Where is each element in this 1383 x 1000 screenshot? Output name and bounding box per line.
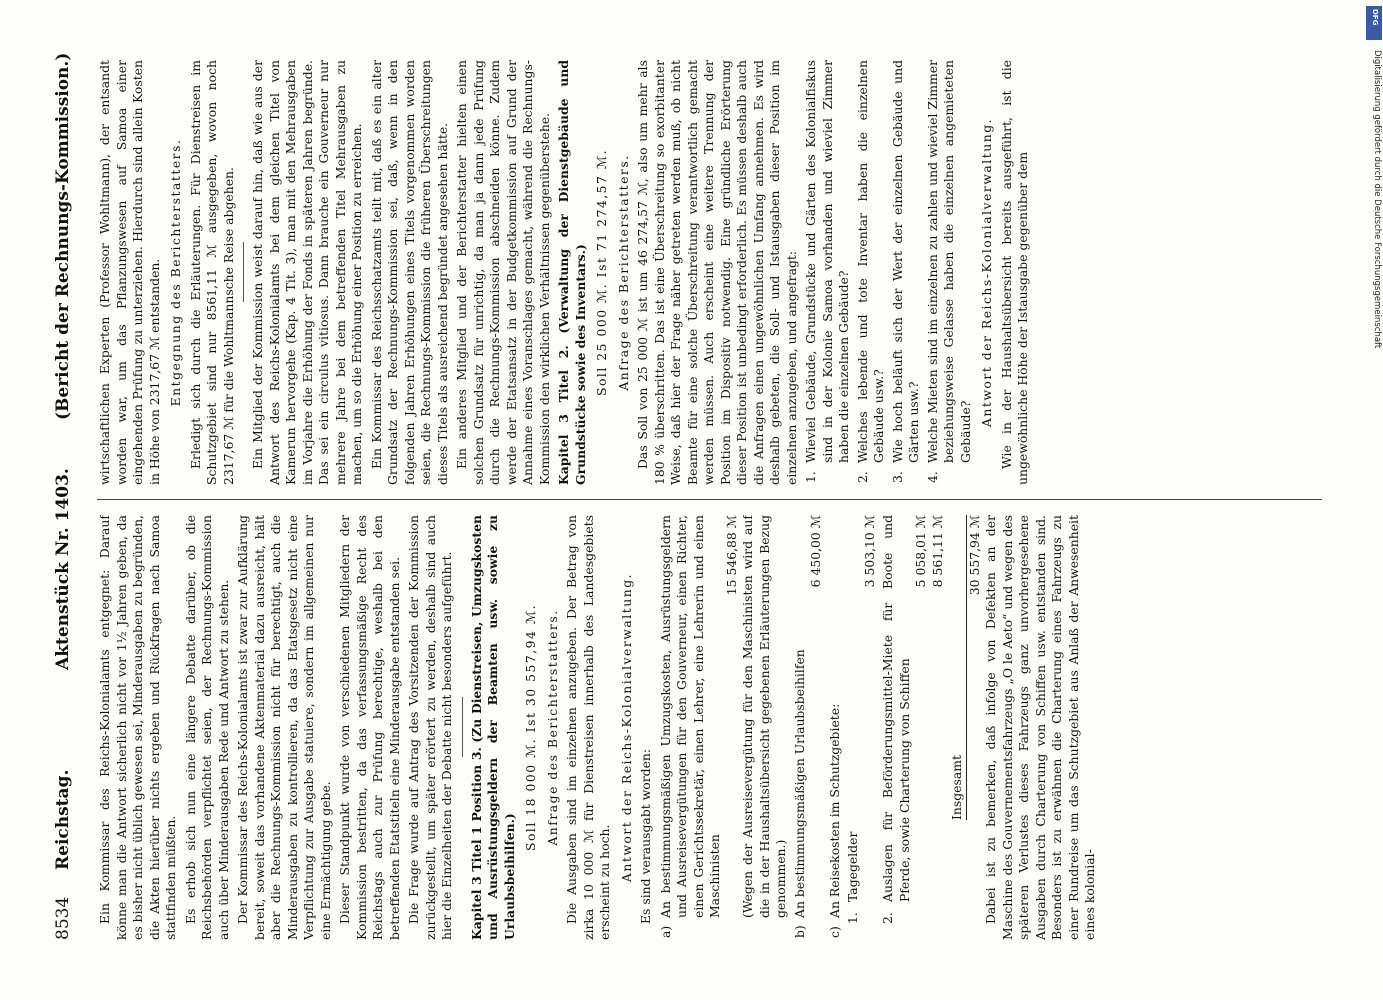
subheading: Antwort der Reichs-Kolonialverwaltung. (979, 117, 994, 428)
document-body (45, 52, 1335, 940)
section-separator (243, 243, 244, 303)
list-item: 2. Welches lebende und tote Inventar haben die einzelnen Gebäude usw.? (854, 60, 886, 483)
list-item: b) An bestimmungsmäßigen Urlaubsbeihilfen 6 450,00 ℳ (791, 515, 823, 938)
right-column (97, 60, 1327, 485)
paragraph: Erledigt sich durch die Erläuterungen. Für Dienstreisen im Schutzgebiet sind nur 8561,11 ℳ ausgegeben, wovon noch 2317,67 ℳ für die Wohltmannsche Reise abgehen. (187, 60, 236, 485)
paragraph: Dieser Standpunkt wurde von verschiedenen Mitgliedern der Kommission bestritten, da das verfassungsmäßige Recht des Reichstags auch zur Prüfung berechtige, weshalb bei den betreffenden Etatstiteln eine Minderausgabe entstanden sei. (337, 515, 402, 940)
paragraph: Dabei ist zu bemerken, daß infolge von Defekten an der Maschine des Gouvernementsfahrzeugs „O le Aeto“ und wegen des späteren Verlustes dieses Fahrzeugs ganz unvorhergesehene Ausgaben durch Charterung von Schiffen usw. entstanden sind. Besonders ist zu erwähnen die Charterung eines Fahrzeugs zu einer Rundreise um das Schutzgebiet aus Anlaß der Anwesenheit eines kolonial- (983, 515, 1097, 940)
left-column (97, 515, 1327, 940)
list-item: 1. Wieviel Gebäude, Grundstücke und Gärten des Kolonialfiskus sind in der Kolonie Samoa vorhanden und wieviel Zimmer haben die einzelnen Gebäude? (803, 60, 851, 483)
subheading: Entgegnung des Berichterstatters. (168, 138, 183, 407)
amount: 15 546,88 ℳ (723, 515, 739, 596)
list-item: 1. Tagegelder 3 503,10 ℳ (845, 515, 877, 924)
amount: 5 058,01 ℳ (913, 515, 928, 588)
page-number: 8534 (53, 896, 73, 940)
list-item: 3. Wie hoch beläuft sich der Wert der einzelnen Gebäude und Gärten usw.? (889, 60, 921, 483)
amount: 3 503,10 ℳ (861, 515, 877, 588)
soll-ist-line: Soll 18 000 ℳ. Ist 30 557,94 ℳ. (523, 603, 538, 852)
list-item: 2. Auslagen für Beförderungsmittel-Miete für Boote und Pferde, sowie Charterung von Schiffen 5 058,01 ℳ 8 561,11 ℳ (880, 515, 945, 924)
total-amount: 30 557,94 ℳ (966, 515, 984, 820)
section-heading: Kapitel 3 Titel 1 Position 3. (Zu Dienstreisen, Umzugskosten und Ausrüstungsgeldern der Beamten usw. sowie zu Urlaubsbeihilfen.) (468, 515, 517, 940)
header-subtitle: (Bericht der Rechnungs-Kommission.) (53, 52, 73, 420)
subheading: Anfrage des Berichterstatters. (544, 609, 560, 846)
paragraph: Ein Kommissar des Reichs-Kolonialamts entgegnet: Darauf könne man die Antwort sicherlich nicht vor 1½ Jahren geben, da es bisher nicht üblich gewesen sei, Minderausgaben zu begründen, die Akten hierüber nichts ergeben und Rückfragen nach Samoa stattfinden müßten. (97, 515, 178, 940)
paragraph: Der Kommissar des Reichs-Kolonialamts ist zwar zur Aufklärung bereit, soweit das vorhandene Aktenmaterial dazu ausreicht, hält aber die Rechnungs-Kommission nicht für berechtigt, auch die Minderausgaben zu kontrollieren, da das Etatsgesetz nicht eine Verpflichtung zur Ausgabe statuiere, sondern im allgemeinen nur eine Ermächtigung gebe. (235, 515, 333, 940)
paragraph: Es sind verausgabt worden: (638, 748, 653, 924)
soll-ist-line: Soll 25 000 ℳ. Ist 71 274,57 ℳ. (594, 148, 609, 397)
note: (Wegen der Ausreisevergütung für den Maschinisten wird auf die in der Haushaltsübersicht gegebenen Erläuterungen Bezug genommen.) (740, 515, 788, 918)
paragraph: Wie in der Haushaltsübersicht bereits ausgeführt, ist die ungewöhnliche Höhe der Istausgabe gegenüber dem (998, 60, 1030, 485)
section-separator (462, 698, 463, 758)
amount: 6 450,00 ℳ (808, 515, 823, 588)
header-reichstag: Reichstag. (53, 769, 73, 870)
list-item: a) An bestimmungsmäßigen Umzugskosten, Ausrüstungsgeldern und Ausreisevergütungen für den Gouverneur, einen Richter, einen Gerichtssekretär, einen Lehrer, eine Lehrerin und einen Maschinisten 15 546,88 ℳ (Wegen der Ausreisevergütung für den Maschinisten wird auf die in der Haushaltsübersicht gegebenen Erläuterungen Bezug genommen.) (657, 515, 788, 938)
list-item: 4. Welche Mieten sind im einzelnen zu zahlen und wieviel Zimmer beziehungsweise Gelasse haben die einzelnen angemieteten Gebäude? (924, 60, 973, 483)
paragraph: Ein Kommissar des Reichsschatzamts teilt mit, daß es ein alter Grundsatz der Rechnungs-Kommission sei, daß, wenn in den folgenden Jahren Erhöhungen eines Titels vorgenommen worden seien, die Rechnungs-Kommission die früheren Überschreitungen dieses Titels als ausreichend begründet angesehen hätte. (368, 60, 450, 485)
section-heading: Kapitel 3 Titel 2. (Verwaltung der Dienstgebäude und Grundstücke sowie des Inventars.) (556, 60, 588, 485)
subheading: Anfrage des Berichterstatters. (615, 154, 631, 391)
paragraph: Die Ausgaben sind im einzelnen anzugeben. Der Betrag von zirka 10 000 ℳ für Dienstreisen innerhalb des Landesgebiets erscheint zu hoch. (564, 515, 612, 940)
list-item: c) An Reisekosten im Schutzgebiete: (826, 703, 842, 938)
paragraph: Die Frage wurde auf Antrag des Vorsitzenden der Kommission zurückgestellt, um später erörtert zu werden, deshalb sind auch hier die Einzelheiten der Debatte nicht besonders aufgeführt. (406, 515, 454, 940)
funding-note-text: Digitalisierung gefördert durch die Deutsche Forschungsgemeinschaft (1372, 50, 1382, 349)
subtotal: 8 561,11 ℳ (929, 515, 945, 588)
dfg-logo: DFG (1366, 6, 1382, 40)
text-columns (97, 60, 1327, 940)
paragraph: Ein Mitglied der Kommission weist darauf hin, daß wie aus der Antwort des Reichs-Kolonialamts bei dem gleichen Titel von Kamerun hervorgehe (Kap. 4 Tit. 3), man mit den Mehrausgaben im Vorjahre die Erhöhung der Fonds in späteren Jahren begründe. Das sei ein circulus vitiosus. Dann brauche ein Gouverneur nur mehrere Jahre bei dem betreffenden Titel Mehrausgaben zu machen, um so die Erhöhung einer Position zu erreichen. (250, 60, 364, 485)
paragraph: Es erhob sich nun eine längere Debatte darüber, ob die Reichsbehörden verpflichtet seien, der Rechnungs-Kommission auch über Minderausgaben Rede und Antwort zu stehen. (182, 515, 231, 940)
header-document-title: Aktenstück Nr. 1403. (53, 468, 73, 670)
total-row (949, 515, 983, 940)
subheading: Antwort der Reichs-Kolonialverwaltung. (618, 572, 634, 883)
total-label: Insgesamt (949, 755, 964, 820)
paragraph: Das Soll von 25 000 ℳ ist um 46 274,57 ℳ, also um mehr als 180 % überschritten. Das ist eine Überschreitung so exorbitanter Weise, daß hier der Frage näher getreten werden muß, ob nicht Beamte für eine solche Überschreitung verantwortlich gemacht werden müssen. Auch erscheint eine weitere Trennung der Position im Dispositiv notwendig. Eine gründliche Erörterung dieser Position ist unbedingt erforderlich. Es müssen deshalb auch die Anfragen einen ungewöhnlichen Umfang annehmen. Es wird deshalb gebeten, die Soll- und Istausgaben dieser Position im einzelnen anzugeben, und angefragt: (635, 60, 799, 485)
running-header (45, 52, 85, 940)
paragraph: Ein anderes Mitglied und der Berichterstatter hielten einen solchen Grundsatz für unrichtig, da man ja dann jede Prüfung durch die Rechnungs-Kommission abschneiden könne. Zudem werde der Etatsansatz in der Budgetkommission auf Grund der Annahme eines Voranschlages gemacht, während die Rechnungs-Kommission den wirklichen Verhältnissen gegenüberstehe. (454, 60, 552, 485)
funding-note (1368, 6, 1382, 994)
paragraph: wirtschaftlichen Experten (Professor Wohltmann), der entsandt worden war, um das Pflanzungswesen auf Samoa einer eingehenden Prüfung zu unterziehen. Hierdurch sind allein Kosten in Höhe von 2317,67 ℳ entstanden. (97, 60, 162, 485)
